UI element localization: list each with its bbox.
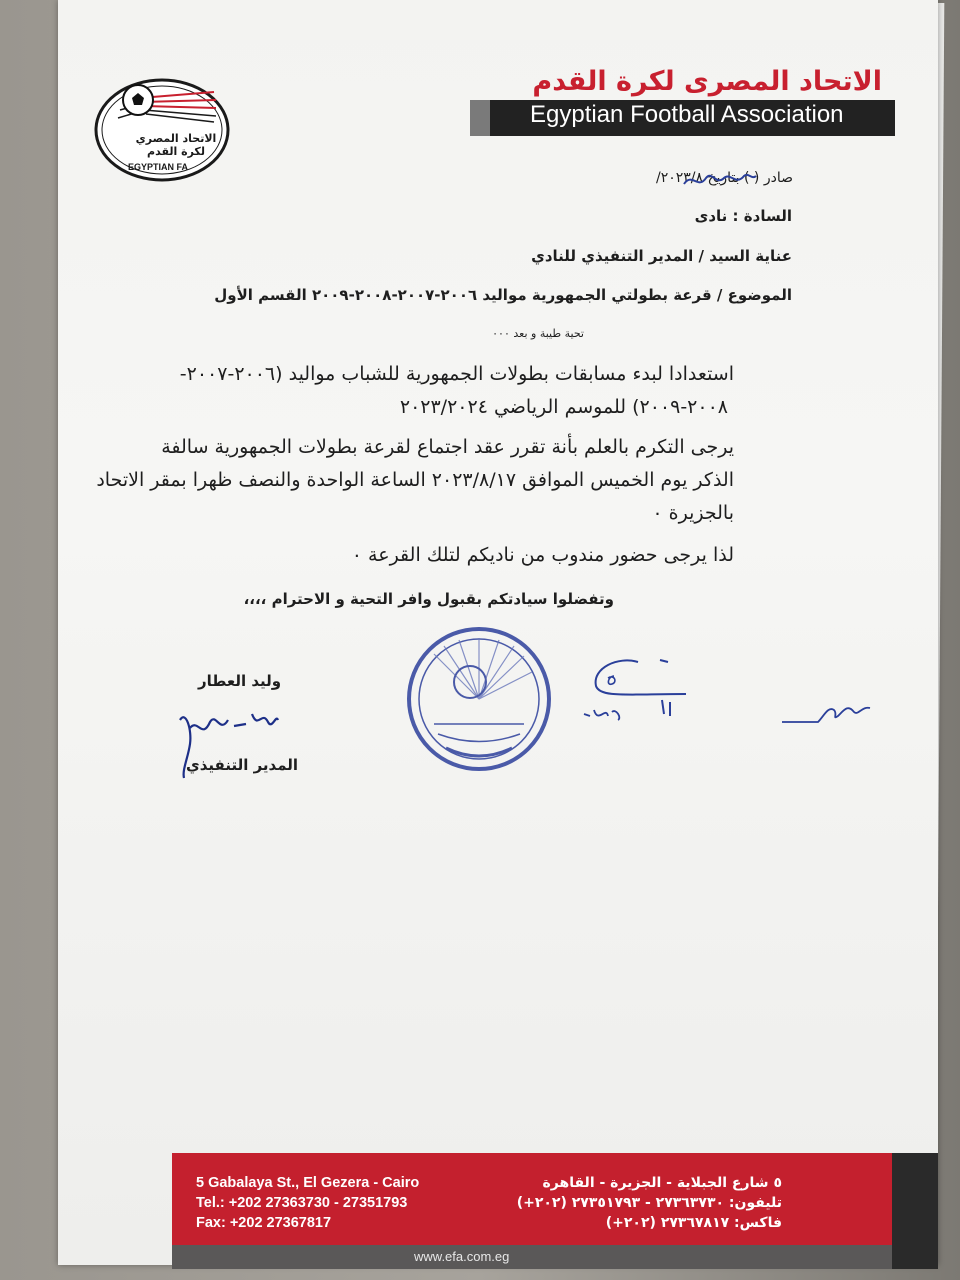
- paragraph-2-line-3: بالجزيرة ٠: [652, 502, 734, 524]
- footer-strip: [172, 1245, 892, 1269]
- footer-address-ar: ٥ شارع الجبلاية - الجزيرة - القاهرة: [542, 1175, 782, 1191]
- closing-line: وتفضلوا سيادتكم بقبول وافر التحية و الاحترام ،،،،: [243, 590, 614, 608]
- subject-line: الموضوع / قرعة بطولتي الجمهورية مواليد ٢٠٠٦-٢٠٠٧-٢٠٠٨-٢٠٠٩ القسم الأول: [214, 286, 792, 304]
- paragraph-1-line-1: استعدادا لبدء مسابقات بطولات الجمهورية للشباب مواليد (٢٠٠٦-٢٠٠٧-: [179, 363, 734, 385]
- efa-logo: [94, 78, 230, 182]
- footer-tel-en: Tel.: +202 27363730 - 27351793: [196, 1195, 408, 1211]
- signatory-title: المدير التنفيذي: [186, 756, 299, 774]
- paragraph-3: لذا يرجى حضور مندوب من ناديكم لتلك القرعة ٠: [351, 544, 734, 566]
- title-arabic: الاتحاد المصرى لكرة القدم: [532, 66, 882, 97]
- handwritten-initials: [578, 654, 708, 734]
- footer-tel-ar: تليفون: ٢٧٣٦٣٧٣٠ - ٢٧٣٥١٧٩٣ (٢٠٢+): [516, 1195, 782, 1211]
- paragraph-2-line-2: الذكر يوم الخميس الموافق ٢٠٢٣/٨/١٧ الساعة الواحدة والنصف ظهرا بمقر الاتحاد: [96, 469, 734, 491]
- logo-text-ar-1: الاتحاد المصري: [135, 132, 217, 145]
- title-bar-accent: [470, 100, 492, 136]
- paragraph-2-line-1: يرجى التكرم بالعلم بأنة تقرر عقد اجتماع لقرعة بطولات الجمهورية سالفة: [161, 436, 734, 458]
- recipient-line: السادة : نادى: [694, 207, 792, 225]
- attention-line: عناية السيد / المدير التنفيذي للنادي: [531, 247, 792, 265]
- signatory-name: وليد العطار: [198, 672, 282, 690]
- handwritten-note: [778, 692, 878, 732]
- greeting-line: تحية طيبة و بعد ٠٠٠: [492, 327, 584, 340]
- handwritten-number: [680, 164, 760, 194]
- footer-address-en: 5 Gabalaya St., El Gezera - Cairo: [196, 1175, 420, 1191]
- footer-website[interactable]: www.efa.com.eg: [414, 1249, 510, 1264]
- issued-line: صادر ( ) بتاريخ ٢٠٢٣/٨/: [655, 170, 793, 186]
- footer-fax-en: Fax: +202 27367817: [196, 1215, 332, 1231]
- paragraph-1-line-2: ٢٠٠٨-٢٠٠٩) للموسم الرياضي ٢٠٢٣/٢٠٢٤: [399, 396, 728, 418]
- official-stamp: [404, 624, 554, 774]
- footer-corner: [892, 1153, 938, 1269]
- footer-fax-ar: فاكس: ٢٧٣٦٧٨١٧ (٢٠٢+): [605, 1215, 782, 1231]
- logo-text-ar-2: لكرة القدم: [147, 145, 205, 158]
- title-english: Egyptian Football Association: [530, 101, 844, 128]
- logo-text-en: EGYPTIAN FA: [127, 162, 189, 172]
